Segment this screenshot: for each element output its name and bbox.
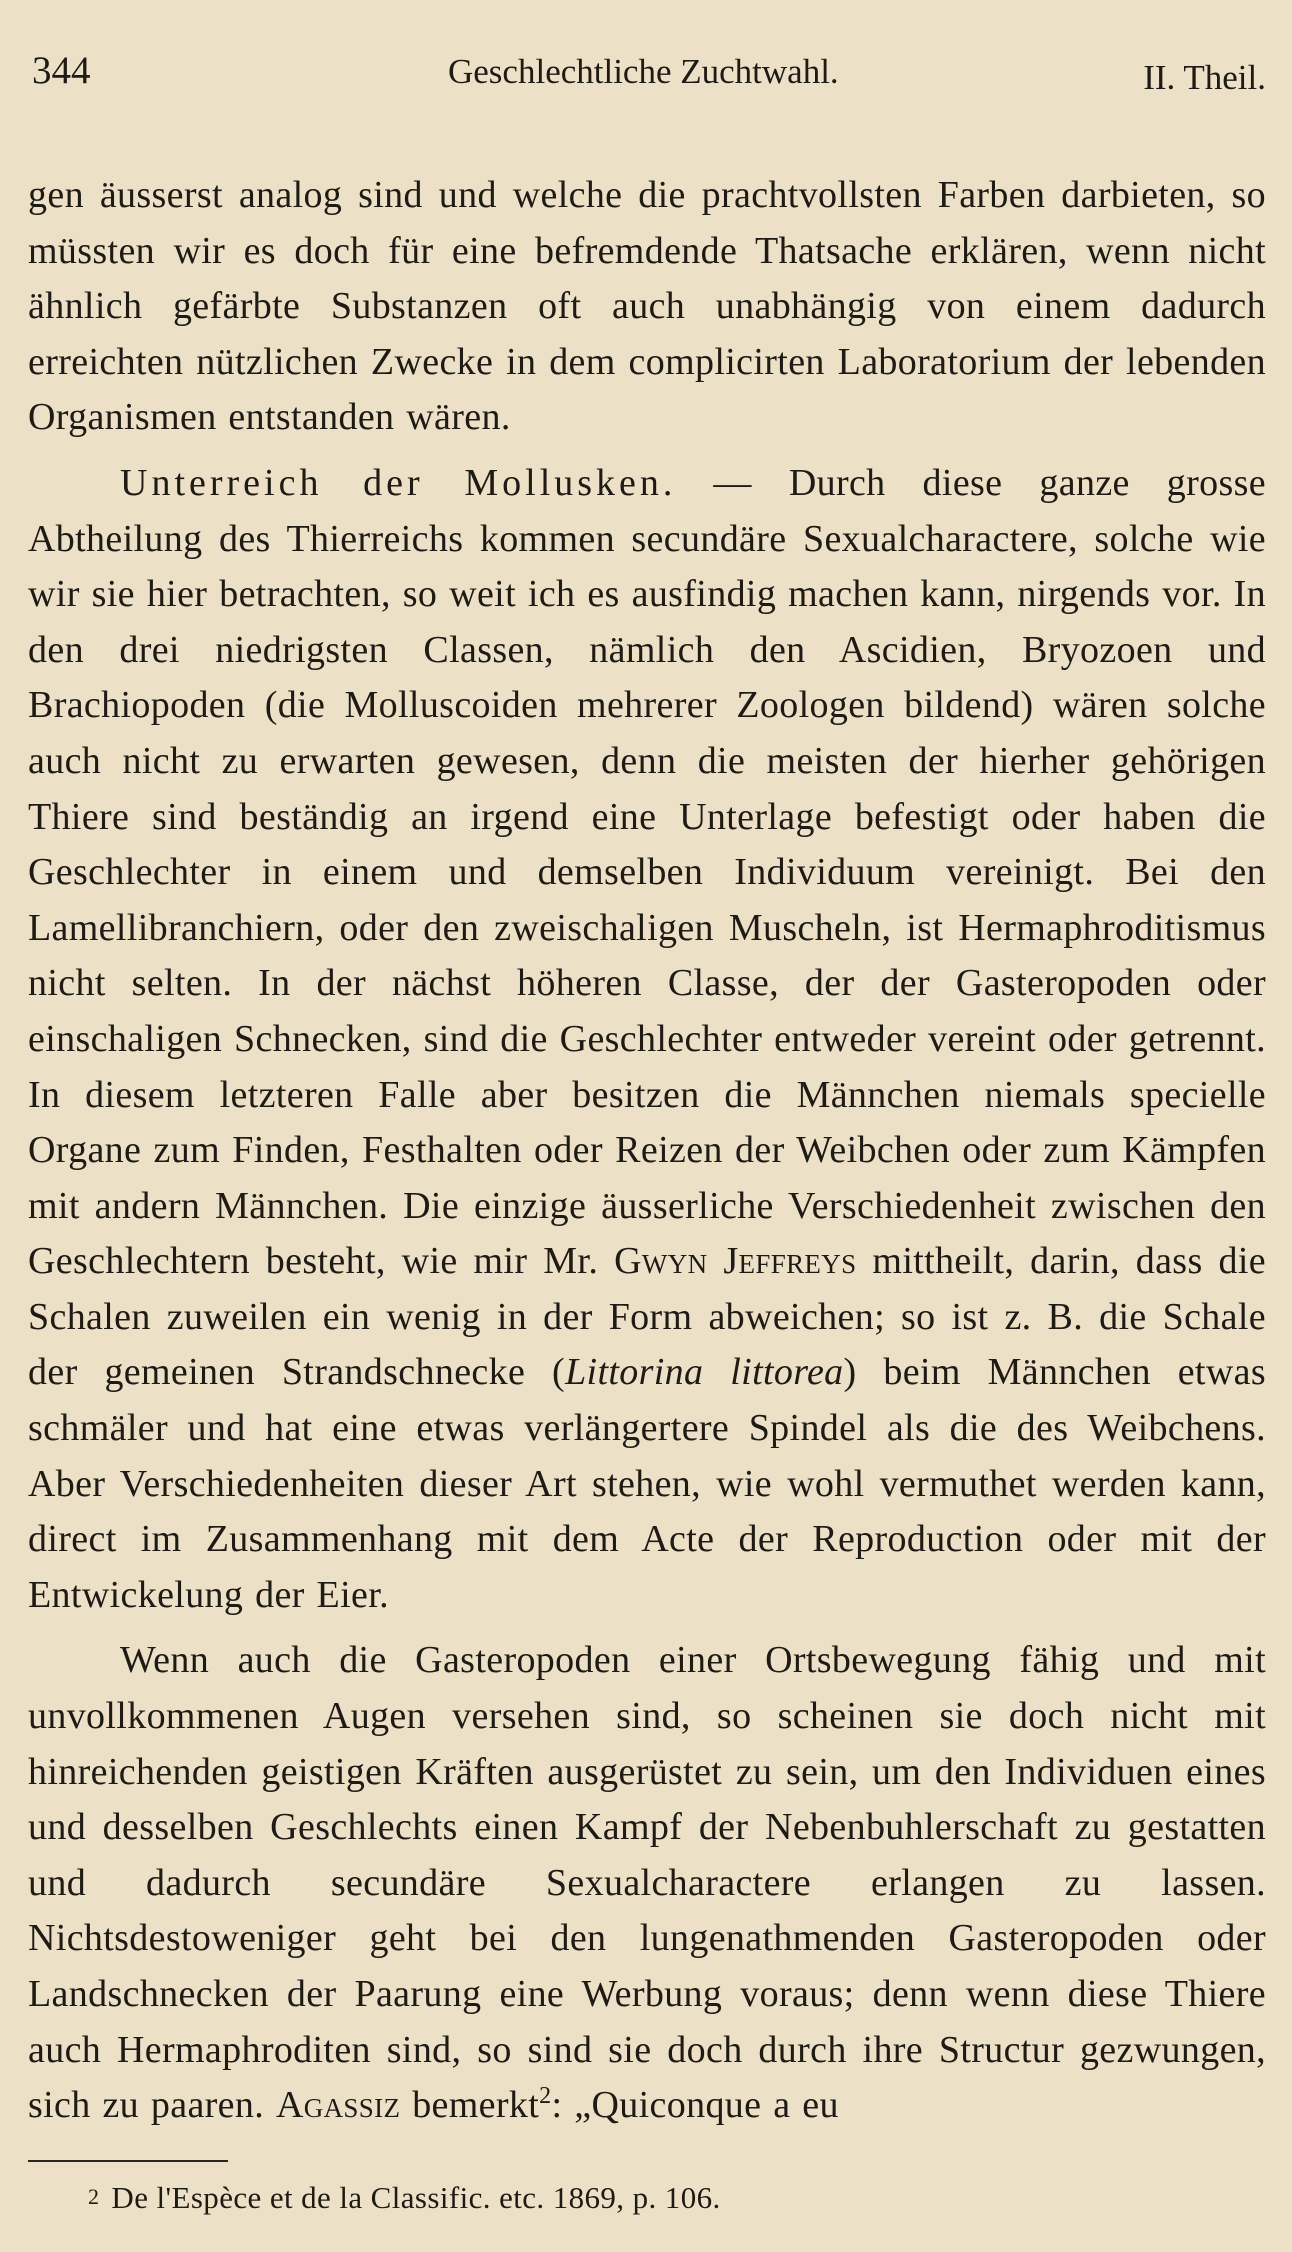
page-number: 344: [32, 49, 91, 92]
text-run: ) beim Männchen etwas schmäler und hat eine etwas verlängertere Spindel als die des Weibchens. Aber Verschiedenheiten dieser Art stehen, wie wohl vermuthet werden kann, direct im Zusammenhang mit dem Acte der Reproduction oder mit der Entwickelung der Eier.: [28, 1351, 1266, 1616]
footnote-text: De l'Espèce et de la Classific. etc. 1869, p. 106.: [111, 2180, 721, 2215]
part-label: II. Theil.: [1143, 58, 1266, 97]
author-name: Agassiz: [275, 2084, 401, 2127]
section-heading: Unterreich der Mollusken.: [120, 461, 677, 504]
author-name: Gwyn Jeffreys: [614, 1240, 857, 1283]
footnote-ref: 2: [539, 2083, 552, 2110]
text-run: bemerkt: [400, 2084, 540, 2127]
paragraph: [28, 456, 1266, 1623]
footnote-mark: 2: [88, 2184, 100, 2209]
footnote: [88, 2180, 721, 2216]
body-text: [28, 168, 1266, 2134]
species-name: Littorina littorea: [565, 1351, 844, 1394]
paragraph: [28, 168, 1266, 446]
footnote-rule: [28, 2160, 228, 2162]
running-header: [28, 38, 1266, 102]
text-run: gen äusserst analog sind und welche die prachtvollsten Farben darbieten, so müssten wir es doch für eine befremdende Thatsache erklären, wenn nicht ähnlich gefärbte Substanzen oft auch unabhängig von einem dadurch erreichten nützlichen Zwecke in dem complicirten Laboratorium der lebenden Organismen entstanden wären.: [28, 174, 1266, 439]
text-run: mittheilt, darin, dass die Schalen zuweilen ein wenig in der Form abweichen; so ist z. B. die Schale der gemeinen Strandschnecke (: [28, 1240, 1266, 1394]
text-run: Wenn auch die Gasteropoden einer Ortsbewegung fähig und mit unvollkommenen Augen versehen sind, so scheinen sie doch nicht mit hinreichenden geistigen Kräften ausgerüstet zu sein, um den Individuen eines und desselben Geschlechts einen Kampf der Nebenbuhlerschaft zu gestatten und dadurch secundäre Sexualcharactere erlangen zu lassen. Nichtsdestoweniger geht bei den lungenathmenden Gasteropoden oder Landschnecken der Paarung eine Werbung voraus; denn wenn diese Thiere auch Hermaphroditen sind, so sind sie doch durch ihre Structur gezwungen, sich zu paaren.: [28, 1639, 1266, 2127]
running-title: Geschlechtliche Zuchtwahl.: [448, 52, 839, 91]
text-run: — Durch diese ganze grosse Abtheilung des Thierreichs kommen secundäre Sexualcharactere, solche wie wir sie hier betrachten, so weit ich es ausfindig machen kann, nirgends vor. In den drei niedrigsten Classen, nämlich den Ascidien, Bryozoen und Brachiopoden (die Molluscoiden mehrerer Zoologen bildend) wären solche auch nicht zu erwarten gewesen, denn die meisten der hierher gehörigen Thiere sind beständig an irgend eine Unterlage befestigt oder haben die Geschlechter in einem und demselben Individuum vereinigt. Bei den Lamellibranchiern, oder den zweischaligen Muscheln, ist Hermaphroditismus nicht selten. In der nächst höheren Classe, der der Gasteropoden oder einschaligen Schnecken, sind die Geschlechter entweder vereint oder getrennt. In diesem letzteren Falle aber besitzen die Männchen niemals specielle Organe zum Finden, Festhalten oder Reizen der Weibchen oder zum Kämpfen mit andern Männchen. Die einzige äusserliche Verschiedenheit zwischen den Geschlechtern besteht, wie mir Mr.: [28, 461, 1266, 1283]
text-run: : „Quiconque a eu: [551, 2084, 839, 2127]
paragraph: [28, 1633, 1266, 2133]
